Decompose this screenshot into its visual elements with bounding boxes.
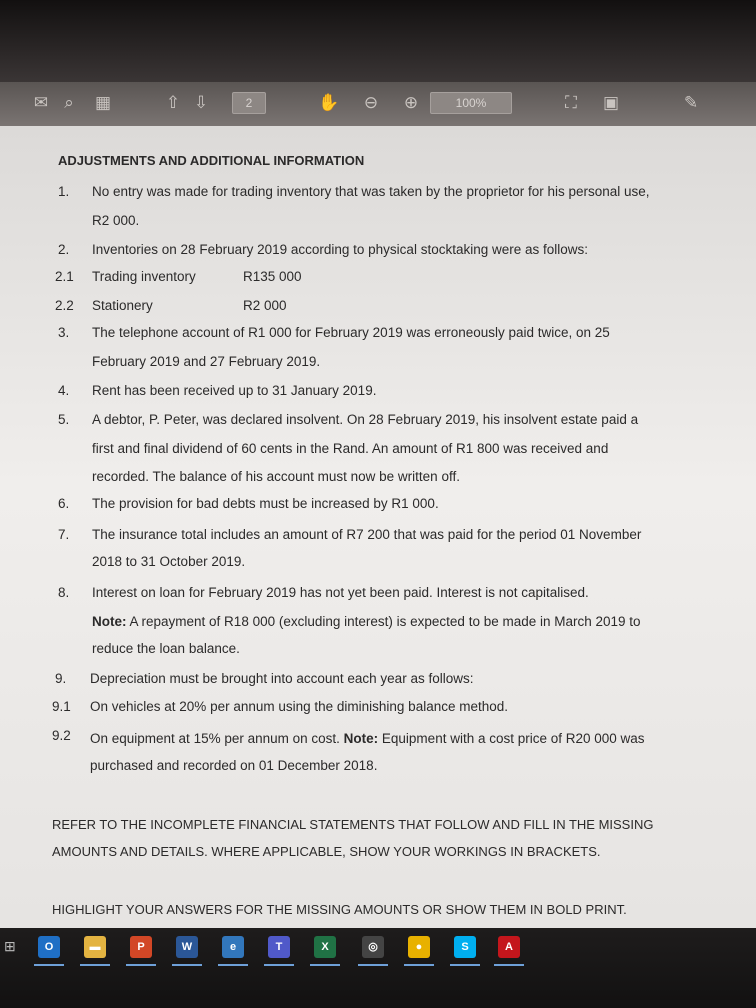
zoom-in-icon[interactable]: ⊕ [403, 93, 419, 112]
fullscreen-icon[interactable]: ▣ [602, 93, 620, 112]
item-number: 1. [58, 184, 70, 199]
note-text: reduce the loan balance. [92, 641, 240, 656]
acrobat-icon[interactable]: A [498, 936, 520, 958]
item-text: Interest on loan for February 2019 has not yet been paid. Interest is not capitalised. [92, 585, 589, 600]
word-icon[interactable]: W [176, 936, 198, 958]
item-text: The provision for bad debts must be increased by R1 000. [92, 496, 439, 511]
item-text: The telephone account of R1 000 for February 2019 was erroneously paid twice, on 25 [92, 325, 610, 340]
item-number: 5. [58, 412, 70, 427]
item-text: On vehicles at 20% per annum using the diminishing balance method. [90, 699, 508, 714]
inventory-value: R135 000 [243, 269, 302, 284]
task-view-icon[interactable]: ⊞ [4, 938, 16, 954]
powerpoint-icon[interactable]: P [130, 936, 152, 958]
item-text: purchased and recorded on 01 December 2018. [90, 758, 378, 773]
taskbar-indicator [264, 964, 294, 966]
skype-icon[interactable]: S [454, 936, 476, 958]
section-heading: ADJUSTMENTS AND ADDITIONAL INFORMATION [58, 153, 365, 168]
note-text: A repayment of R18 000 (excluding interest) is expected to be made in March 2019 to [126, 614, 641, 629]
item-text: Depreciation must be brought into account each year as follows: [90, 671, 474, 686]
pages-icon[interactable]: ▦ [94, 93, 112, 112]
item-text-part: Equipment with a cost price of R20 000 was [378, 731, 645, 746]
item-number: 2.2 [55, 298, 74, 313]
comment-icon[interactable]: ✎ [683, 93, 699, 112]
teams-icon[interactable]: T [268, 936, 290, 958]
taskbar-indicator [126, 964, 156, 966]
note-label: Note: [343, 731, 379, 746]
search-icon[interactable]: ⌕ [64, 93, 74, 112]
taskbar-indicator [172, 964, 202, 966]
taskbar-indicator [494, 964, 524, 966]
prev-page-icon[interactable]: ⇧ [165, 93, 181, 112]
inventory-label: Trading inventory [92, 269, 196, 284]
inventory-value: R2 000 [243, 298, 287, 313]
pdf-toolbar [0, 82, 756, 126]
item-text: A debtor, P. Peter, was declared insolvent. On 28 February 2019, his insolvent estate paid a [92, 412, 639, 427]
zoom-field[interactable]: 100% [430, 92, 512, 114]
instruction-text: AMOUNTS AND DETAILS. WHERE APPLICABLE, SHOW YOUR WORKINGS IN BRACKETS. [52, 844, 601, 859]
item-number: 9. [55, 671, 67, 686]
item-number: 2. [58, 242, 70, 257]
item-number: 9.1 [52, 699, 71, 714]
file-explorer-icon[interactable]: ▬ [84, 936, 106, 958]
chrome-icon[interactable]: ● [408, 936, 430, 958]
item-number: 4. [58, 383, 70, 398]
inventory-label: Stationery [92, 298, 153, 313]
item-number: 3. [58, 325, 70, 340]
note-line [92, 614, 641, 629]
taskbar [0, 928, 756, 1008]
window-top-bar [0, 0, 756, 82]
item-text-part: On equipment at 15% per annum on cost. [90, 731, 344, 746]
photos-icon[interactable]: ◎ [362, 936, 384, 958]
taskbar-indicator [80, 964, 110, 966]
item-number: 9.2 [52, 728, 71, 743]
zoom-out-icon[interactable]: ⊖ [363, 93, 379, 112]
item-text: The insurance total includes an amount of R7 200 that was paid for the period 01 November [92, 527, 642, 542]
fit-icon[interactable]: ⛶ [565, 93, 577, 112]
edge-icon[interactable]: e [222, 936, 244, 958]
outlook-icon[interactable]: O [38, 936, 60, 958]
item-text: Rent has been received up to 31 January 2019. [92, 383, 377, 398]
taskbar-indicator [358, 964, 388, 966]
excel-icon[interactable]: X [314, 936, 336, 958]
taskbar-indicator [450, 964, 480, 966]
mail-icon[interactable]: ✉ [33, 93, 49, 112]
item-text: recorded. The balance of his account must now be written off. [92, 469, 460, 484]
item-number: 8. [58, 585, 70, 600]
document-page [0, 126, 756, 928]
taskbar-indicator [34, 964, 64, 966]
note-label: Note: [92, 614, 127, 629]
item-text [90, 731, 645, 746]
item-number: 6. [58, 496, 70, 511]
taskbar-indicator [310, 964, 340, 966]
item-text: R2 000. [92, 213, 140, 228]
item-text: Inventories on 28 February 2019 according to physical stocktaking were as follows: [92, 242, 589, 257]
next-page-icon[interactable]: ⇩ [193, 93, 209, 112]
instruction-text: REFER TO THE INCOMPLETE FINANCIAL STATEMENTS THAT FOLLOW AND FILL IN THE MISSING [52, 817, 654, 832]
item-text: 2018 to 31 October 2019. [92, 554, 246, 569]
item-number: 7. [58, 527, 70, 542]
item-text: February 2019 and 27 February 2019. [92, 354, 321, 369]
taskbar-indicator [218, 964, 248, 966]
instruction-text: HIGHLIGHT YOUR ANSWERS FOR THE MISSING AMOUNTS OR SHOW THEM IN BOLD PRINT. [52, 902, 627, 917]
taskbar-indicator [404, 964, 434, 966]
hand-tool-icon[interactable]: ✋ [318, 93, 340, 112]
item-text: first and final dividend of 60 cents in the Rand. An amount of R1 800 was received and [92, 441, 609, 456]
item-text: No entry was made for trading inventory that was taken by the proprietor for his personal use, [92, 184, 650, 199]
page-number-field[interactable]: 2 [232, 92, 266, 114]
item-number: 2.1 [55, 269, 74, 284]
